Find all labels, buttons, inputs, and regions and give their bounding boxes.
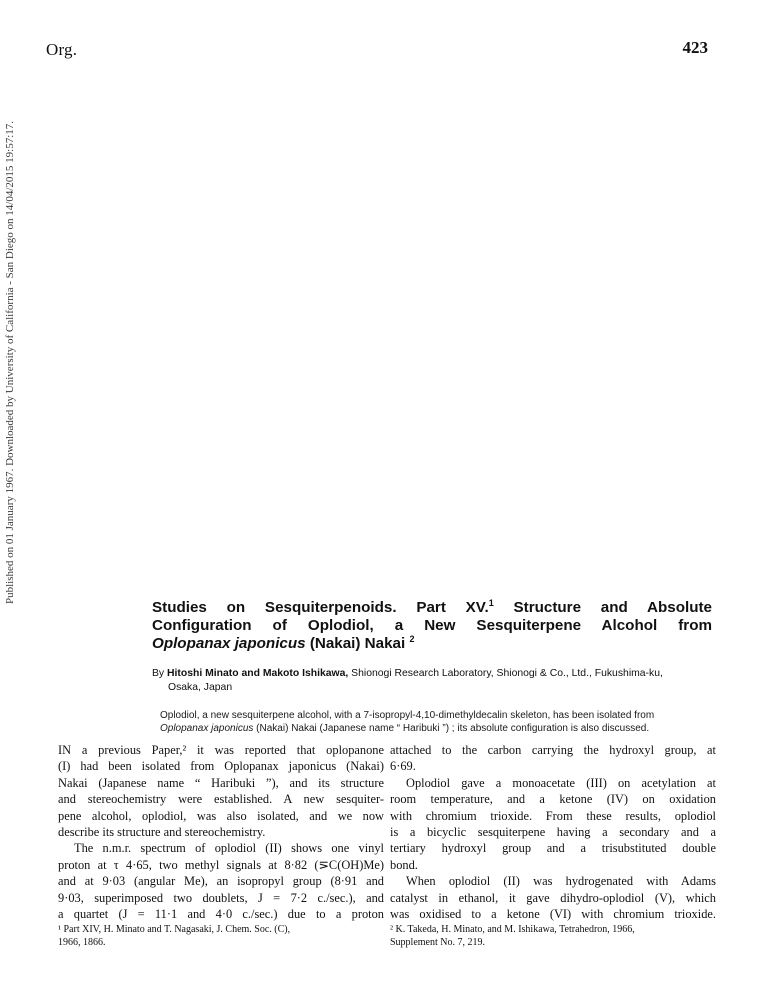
body-line: bond. xyxy=(390,857,418,872)
title-footnote-ref-2[interactable]: 2 xyxy=(409,633,415,644)
body-line: catalyst in ethanol, it gave dihydro-oplodiol (V), which xyxy=(390,890,716,905)
body-line: with chromium trioxide. From these results, oplodiol xyxy=(390,808,716,823)
page-number: 423 xyxy=(682,38,708,57)
body-line: When oplodiol (II) was hydrogenated with Adams xyxy=(406,874,716,889)
footnote-1: ¹ Part XIV, H. Minato and T. Nagasaki, J. Chem. Soc. (C), 1966, 1866. xyxy=(58,924,291,948)
body-line: tertiary hydroxyl group and a trisubstituted double xyxy=(390,841,716,856)
title-footnote-ref-1[interactable]: 1 xyxy=(488,597,494,608)
body-line: attached to the carbon carrying the hydroxyl group, at xyxy=(390,743,716,757)
body-line: and at 9·03 (angular Me), an isopropyl group (8·91 and xyxy=(58,874,384,889)
body-line: 9·03, superimposed two doublets, J = 7·2 c./sec.), and xyxy=(58,890,384,905)
author-byline: By Hitoshi Minato and Makoto Ishikawa, Shionogi Research Laboratory, Shionogi & Co., Ltd., Fukushima-ku, Osaka, Japan xyxy=(152,667,716,695)
body-line: The n.m.r. spectrum of oplodiol (II) shows one vinyl xyxy=(74,841,384,856)
body-line: Nakai (Japanese name “ Haribuki ”), and its structure xyxy=(58,775,384,790)
abstract: Oplodiol, a new sesquiterpene alcohol, with a 7-isopropyl-4,10-dimethyldecalin skeleton, has been isolated from Oplopanax japonicus (Nakai) Nakai (Japanese name “ Haribuki ”) ; its absolute configuration is also discussed. xyxy=(160,710,655,734)
affiliation-continued: Osaka, Japan xyxy=(168,682,233,693)
body-column-left xyxy=(58,742,384,949)
author-names: Hitoshi Minato and Makoto Ishikawa, xyxy=(167,668,349,679)
body-line: Oplodiol gave a monoacetate (III) on acetylation at xyxy=(406,775,716,790)
body-line: 6·69. xyxy=(390,759,416,774)
body-line: IN a previous Paper,² it was reported that oplopanone xyxy=(58,743,384,757)
article-title xyxy=(152,599,712,653)
body-line: room temperature, and a ketone (IV) on oxidation xyxy=(390,792,716,807)
affiliation: Shionogi Research Laboratory, Shionogi & Co., Ltd., Fukushima-ku, xyxy=(348,668,663,679)
body-line: and stereochemistry were established. A new sesquiter- xyxy=(58,792,384,807)
download-watermark: Published on 01 January 1967. Downloaded by University of California - San Diego on 14/04/2015 19:57:17. xyxy=(4,120,16,604)
body-line: was oxidised to a ketone (VI) with chromium trioxide. xyxy=(390,907,716,922)
title-line-1: Studies on Sesquiterpenoids. Part XV.$^1$ Structure and Absolute xyxy=(152,597,712,616)
body-line: proton at τ 4·65, two methyl signals at 8·82 (⋝C(OH)Me) xyxy=(58,857,384,872)
body-line: a quartet (J = 11·1 and 4·0 c./sec.) due to a proton xyxy=(58,907,384,922)
running-head-journal: Org. xyxy=(46,40,78,59)
title-line-2: Configuration of Oplodiol, a New Sesquiterpene Alcohol from xyxy=(152,617,712,634)
body-line: pene alcohol, oplodiol, was also isolated, and we now xyxy=(58,808,384,823)
body-line: (I) had been isolated from Oplopanax japonicus (Nakai) xyxy=(58,759,384,774)
footnote-2: ² K. Takeda, H. Minato, and M. Ishikawa, Tetrahedron, 1966, Supplement No. 7, 219. xyxy=(390,924,635,948)
body-line: describe its structure and stereochemistry. xyxy=(58,825,266,840)
title-line-3: Oplopanax japonicus (Nakai) Nakai $^2$ xyxy=(152,633,415,652)
body-column-right xyxy=(390,742,716,949)
body-line: is a bicyclic sesquiterpene having a secondary and a xyxy=(390,825,716,840)
